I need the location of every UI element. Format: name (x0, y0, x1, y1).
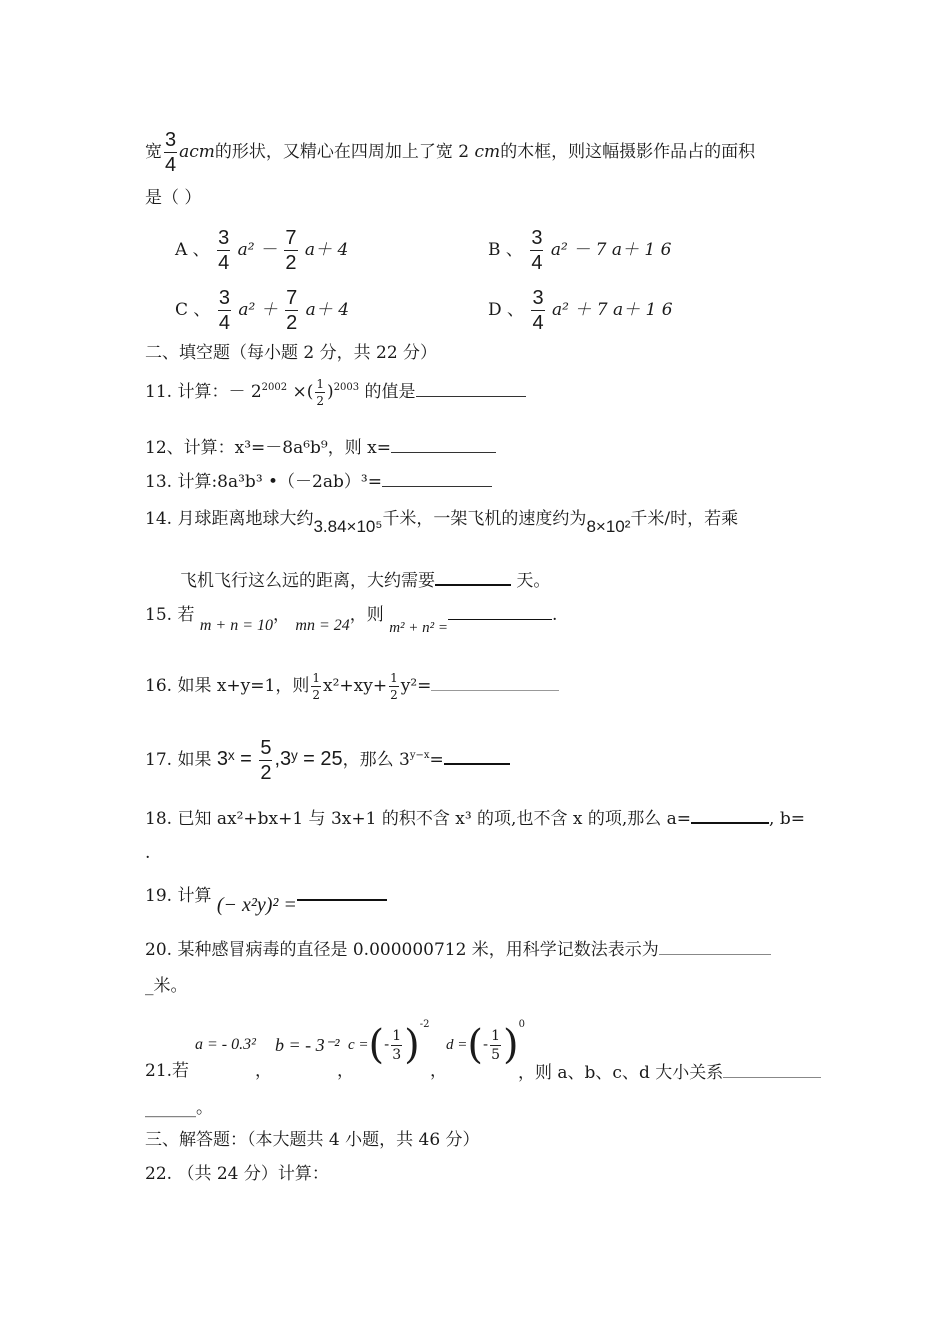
q11-answer-blank[interactable] (416, 382, 526, 397)
q10-line1 (145, 130, 755, 175)
q18-line2: . (145, 843, 151, 863)
q10-cm: cm (474, 142, 501, 162)
q14-distance: 3.84×10⁵ (313, 517, 383, 536)
q10-pre: 宽 (145, 142, 162, 162)
q16-answer-blank[interactable] (431, 676, 559, 691)
q10-option-a: A 、 $\frac{3}{4}$ a² － $\frac{7}{2}$ a＋ 4 (175, 227, 349, 274)
section3-title: 三、解答题：（本大题共 4 小题，共 46 分） (145, 1130, 480, 1150)
q22: 22. （共 24 分）计算： (145, 1164, 329, 1184)
q21-comma2: ， (337, 1061, 354, 1081)
q21-post: ，则 a、b、c、d 大小关系 (518, 1063, 821, 1082)
q21-comma3: ， (430, 1061, 447, 1081)
q16: 16. 如果 x+y=1，则 $\frac{1}{2}$ x²+xy+ $\frac{1}{2}$ y²= (145, 672, 559, 701)
q21-b: b = - 3⁻² (275, 1035, 340, 1055)
q17: 17. 如果 3ˣ = $\frac{5}{2}$ ,3ʸ = 25，那么 $3^{y-x}=$ (145, 738, 510, 783)
q14-speed: 8×10² (586, 517, 631, 536)
q10-fraction: $\frac{3}{4}$ (165, 129, 177, 176)
q21-answer-blank[interactable] (723, 1063, 821, 1078)
q21-c: c =(- $\frac{1}{3}$ )$^{-2}$ (348, 1019, 430, 1068)
q15-answer-blank[interactable] (448, 605, 552, 620)
q11: 11. 计算：－ $2^{2002}$ ×( $\frac{1}{2}$ )$^{2003}$ 的值是 (145, 378, 526, 407)
q14-answer-blank[interactable] (435, 570, 511, 586)
q18-a-blank[interactable] (691, 808, 769, 824)
q13: 13. 计算:8a³b³ •（－2ab）³= (145, 472, 492, 491)
q20-line2: _米。 (145, 976, 188, 996)
q20-line1: 20. 某种感冒病毒的直径是 0.000000712 米，用科学记数法表示为 (145, 940, 771, 959)
q20-answer-blank[interactable] (659, 940, 771, 955)
q19: 19. 计算 (− x²y)² = (145, 885, 387, 905)
q18-line1: 18. 已知 ax²+bx+1 与 3x+1 的积不含 x³ 的项,也不含 x 的项,那么 a= , b= (145, 809, 805, 829)
q12-answer-blank[interactable] (391, 438, 496, 453)
q15: 15. 若 m + n = 10， mn = 24，则 m² + n² =. (145, 605, 558, 636)
q21-a: a = - 0.3² (195, 1036, 256, 1053)
q21-comma1: ， (255, 1061, 272, 1081)
q13-answer-blank[interactable] (382, 472, 492, 487)
q17-answer-blank[interactable] (444, 749, 510, 765)
q19-answer-blank[interactable] (297, 885, 387, 901)
q10-end: 的木框，则这幅摄影作品占的面积 (500, 142, 756, 162)
q21-pre: 21.若 (145, 1061, 190, 1081)
q14-line1: 14. 月球距离地球大约3.84×10⁵千米，一架飞机的速度约为8×10²千米/时，若乘 (145, 509, 739, 536)
section2-title: 二、填空题（每小题 2 分，共 22 分） (145, 343, 438, 363)
q21-line2: ______。 (145, 1098, 213, 1118)
q10-option-d: D 、 $\frac{3}{4}$ a² ＋ 7 a＋ 1 6 (488, 287, 673, 334)
q10-option-b: B 、 $\frac{3}{4}$ a² － 7 a＋ 1 6 (488, 227, 672, 274)
q10-line2: 是（ ） (145, 188, 202, 208)
q10-option-c: C 、 $\frac{3}{4}$ a² ＋ $\frac{7}{2}$ a＋ 4 (175, 287, 350, 334)
q12: 12、计算：x³=－8a⁶b⁹，则 x= (145, 438, 496, 457)
q14-line2: 飞机飞行这么远的距离，大约需要 天。 (180, 571, 551, 591)
q10-text: 的形状，又精心在四周加上了宽 2 (214, 142, 475, 162)
q10-acm: acm (179, 142, 215, 162)
q21-d: d =(- $\frac{1}{5}$ )$^0$ (446, 1019, 525, 1068)
